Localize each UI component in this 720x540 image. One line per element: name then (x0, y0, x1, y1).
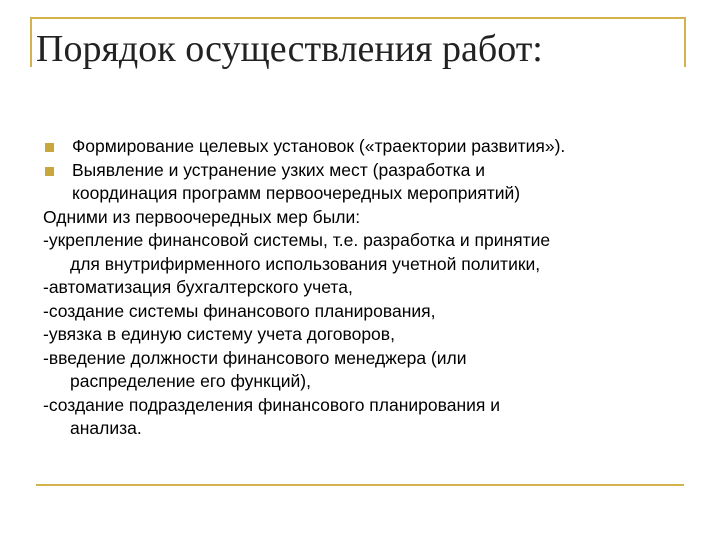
title-frame-right-border (684, 17, 686, 67)
bottom-divider (36, 484, 684, 486)
title-frame-top-border (30, 17, 685, 19)
measure-item (43, 394, 683, 441)
measure-item (43, 323, 683, 347)
bullet-item (43, 159, 683, 206)
measure-text-continued: для внутрифирменного использования учетной политики, (70, 253, 541, 274)
measure-text-continued: анализа. (70, 418, 142, 438)
measure-text: -создание системы финансового планирования, (43, 300, 436, 321)
measure-text: -введение должности финансового менеджера (или (43, 347, 467, 368)
measure-text: -укрепление финансовой системы, т.е. разработка и принятие (43, 230, 551, 250)
bullet-text: Выявление и устранение узких мест (разработка и (72, 159, 486, 180)
slide-title: Порядок осуществления работ: (36, 28, 543, 70)
measure-text: -создание подразделения финансового планирования и (43, 394, 501, 415)
measure-text: -автоматизация бухгалтерского учета, (43, 277, 353, 297)
square-bullet-icon (45, 167, 54, 176)
measure-item (43, 276, 683, 300)
bullet-text-continued: координация программ первоочередных мероприятий) (72, 183, 521, 203)
measure-item (43, 229, 683, 276)
bullet-item (43, 135, 683, 159)
measure-item (43, 347, 683, 394)
slide-body (43, 135, 683, 441)
title-frame-left-border (30, 17, 32, 67)
measure-item (43, 300, 683, 324)
intro-text: Одними из первоочередных мер были: (43, 206, 361, 227)
square-bullet-icon (45, 143, 54, 152)
measure-text: -увязка в единую систему учета договоров, (43, 324, 395, 344)
measure-text-continued: распределение его функций), (70, 371, 311, 391)
bullet-text: Формирование целевых установок («траектории развития»). (72, 136, 566, 156)
